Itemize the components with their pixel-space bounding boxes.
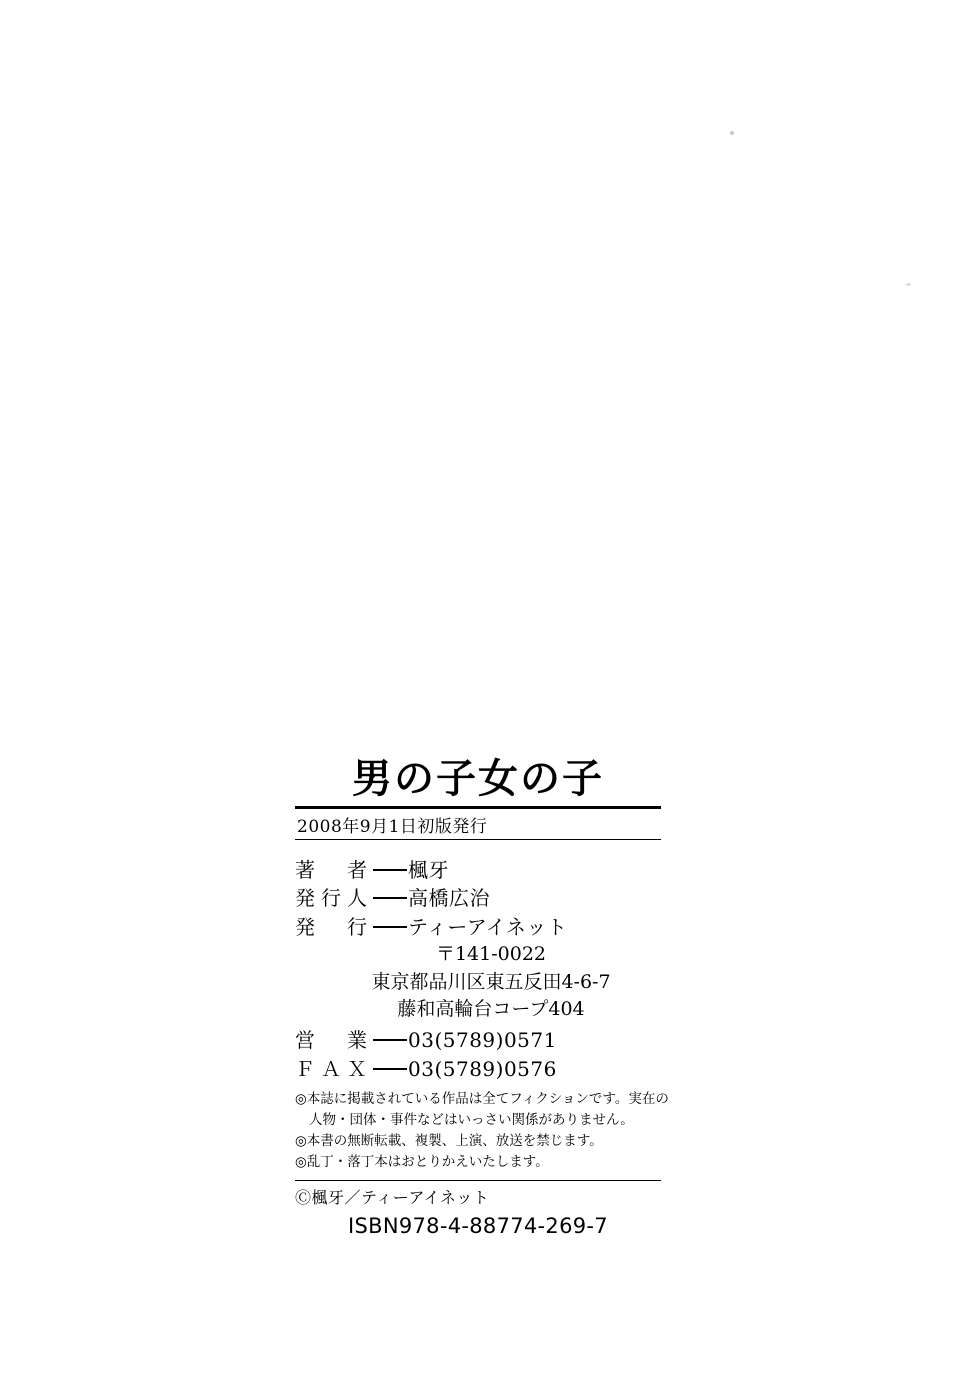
isbn-number: ISBN978-4-88774-269-7 <box>348 1213 608 1238</box>
note-marker-icon: ◎ <box>295 1132 307 1149</box>
note-marker-icon: ◎ <box>295 1153 307 1170</box>
note-line <box>295 1152 661 1173</box>
credit-value: ティーアイネット <box>408 914 568 939</box>
note-text: 乱丁・落丁本はおとりかえいたします。 <box>306 1153 549 1170</box>
credit-label: 発行人 <box>295 886 373 911</box>
credit-row <box>295 913 661 941</box>
contact-row <box>295 1055 661 1084</box>
credit-label: 発 行 <box>295 914 373 939</box>
contact-label: 営 業 <box>295 1027 373 1052</box>
credit-value: 楓牙 <box>408 858 449 882</box>
contact-value: 03(5789)0571 <box>408 1027 557 1052</box>
credit-row <box>295 884 661 912</box>
copyright-line: Ⓒ楓牙／ティーアイネット <box>295 1180 661 1208</box>
note-line <box>295 1089 669 1110</box>
note-line <box>295 1131 661 1152</box>
address-line: 〒141-0022 <box>435 943 547 966</box>
address-line: 藤和高輪台コープ404 <box>397 998 585 1021</box>
credits-list <box>295 856 661 941</box>
contact-dash-icon <box>373 1039 407 1041</box>
publisher-address <box>321 941 661 1024</box>
note-text: 本書の無断転載、複製、上演、放送を禁じます。 <box>306 1132 603 1149</box>
contact-list <box>295 1026 661 1084</box>
contact-value: 03(5789)0576 <box>408 1056 557 1081</box>
title-rule-bottom <box>295 839 661 840</box>
contact-row <box>295 1026 661 1055</box>
note-text: 本誌に掲載されている作品は全てフィクションです。実在の <box>306 1090 669 1107</box>
paper-speck-icon <box>730 131 734 135</box>
credit-dash-icon <box>373 869 407 871</box>
note-text: 人物・団体・事件などはいっさい関係がありません。 <box>309 1111 634 1128</box>
page-title: 男の子女の子 <box>352 755 604 802</box>
credit-value: 高橋広治 <box>408 886 490 911</box>
credit-label: 著 者 <box>295 858 373 882</box>
credit-row <box>295 856 661 884</box>
contact-dash-icon <box>373 1068 407 1070</box>
address-line: 東京都品川区東五反田4-6-7 <box>371 970 611 993</box>
note-marker-icon: ◎ <box>295 1090 307 1107</box>
colophon-block <box>295 755 669 1238</box>
legal-notes <box>295 1089 669 1173</box>
paper-speck-icon <box>906 283 911 286</box>
credit-dash-icon <box>373 897 407 899</box>
publication-date: 2008年9月1日初版発行 <box>297 817 488 837</box>
note-line <box>295 1110 661 1131</box>
credit-dash-icon <box>373 926 407 928</box>
contact-label: ＦＡＸ <box>295 1056 373 1081</box>
